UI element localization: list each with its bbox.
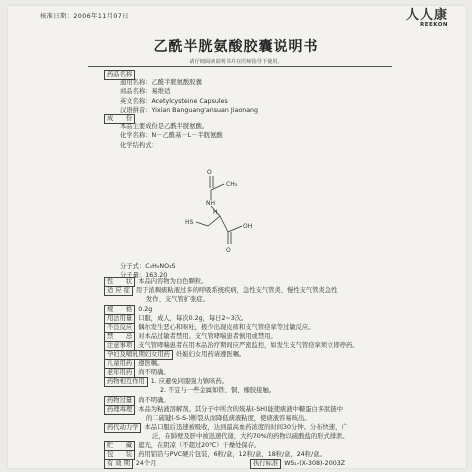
section-label: 药代动力学 xyxy=(104,423,141,433)
children-text: 遵医嘱。 xyxy=(138,360,164,367)
section-label: 性 状 xyxy=(104,277,135,287)
standard-text: WS₁-(X-308)-2003Z xyxy=(284,460,346,467)
generic-name: 通用名称：乙酰半胱氨酸胶囊 xyxy=(120,79,202,86)
section-label: 药物相互作用 xyxy=(104,377,148,387)
section-label: 用法用量 xyxy=(104,314,135,324)
package-text: 药用铝箔与PVC硬片包装，6粒/盒，12粒/盒，18粒/盒，24粒/盒。 xyxy=(138,451,326,458)
brand-logo xyxy=(406,4,448,28)
pharmacokinetics-text-2: 泛，在肺壁及肝中被迅速代谢，大约70%的药物以硫酸盐的形式排泄。 xyxy=(152,433,349,440)
storage-text: 遮光，在阴凉（不超过20℃）干燥处保存。 xyxy=(138,442,261,449)
properties-text: 本品内容物为白色颗粒。 xyxy=(138,278,208,285)
molecular-formula: 分子式：C₅H₉NO₃S xyxy=(120,263,176,270)
structure-label: 化学结构式： xyxy=(120,141,158,149)
ingredients-block xyxy=(120,122,223,150)
section-label: 药物过量 xyxy=(104,396,135,406)
section-label: 孕妇及哺乳期妇女用药 xyxy=(104,350,173,360)
svg-text:O: O xyxy=(207,169,212,176)
adverse-text: 偶尔发生恶心和呕吐，极少出现皮疹和支气管痉挛等过敏反应。 xyxy=(138,324,315,331)
section-label: 禁 忌 xyxy=(104,332,135,342)
section-validity xyxy=(104,459,157,469)
section-label: 药品名称 xyxy=(104,70,135,80)
brand-name-en: REEKON xyxy=(419,22,448,28)
elderly-text: 尚不明确。 xyxy=(138,369,170,376)
section-label: 儿童用药 xyxy=(104,359,135,369)
overdose-text: 尚不明确。 xyxy=(138,397,170,404)
chemical-structure-diagram xyxy=(180,164,270,256)
interactions-text-2: 2. 不宜与一些金属如铁、铜、橡胶接触。 xyxy=(160,387,276,394)
chemical-name: 化学名称：N－乙酰基－L－半胱氨酸 xyxy=(120,132,223,140)
structure-svg xyxy=(180,164,270,256)
dosage-text: 口服，成人，每次0.2g，每日2~3次。 xyxy=(138,315,248,322)
section-standard xyxy=(250,459,345,469)
main-ingredient: 本品主要成份是乙酰半胱氨酸。 xyxy=(120,123,209,130)
section-indications xyxy=(104,286,337,296)
section-label: 包 装 xyxy=(104,450,135,460)
pharmacokinetics-text-1: 本品口服后迅速被吸收，达到最高血药浓度的时间30分钟。分布快速，广 xyxy=(144,424,348,431)
section-label: 执行标准 xyxy=(250,459,281,469)
revision-date: 核准日期：2006年11月07日 xyxy=(40,13,129,20)
pharmacology-text-2: 的二硫键(-S-S-)断裂从而降低痰液粘度，使痰液容易咳出。 xyxy=(146,415,311,422)
english-name: 英文名称：Acetylcysteine Capsules xyxy=(120,97,228,105)
section-label: 老年用药 xyxy=(104,368,135,378)
spec-text: 0.2g xyxy=(138,306,153,313)
document-subtitle: 请仔细阅读说明书并在医师指导下使用。 xyxy=(189,59,283,65)
section-label: 注意事项 xyxy=(104,341,135,351)
svg-text:NH: NH xyxy=(206,200,215,207)
indications-text-2: 发作、支气管扩张症。 xyxy=(146,296,209,303)
section-label: 有 效 期 xyxy=(104,459,133,469)
section-label: 不良反应 xyxy=(104,323,135,333)
pharmacology-text-1: 本品为粘液溶解剂。其分子中所含的巯基(-SH)能使痰液中糖蛋白多肽链中 xyxy=(138,406,344,413)
section-label: 贮 藏 xyxy=(104,441,135,451)
validity-text: 24个月 xyxy=(135,460,157,467)
document-title: 乙酰半胱氨酸胶囊说明书 xyxy=(153,39,319,55)
title-rule xyxy=(88,66,392,67)
indications-text-1: 用于浓稠痰粘液过多的呼吸系统疾病，急性支气管炎、慢性支气管炎急性 xyxy=(135,287,338,294)
precautions-text: 支气管哮喘患者在用本品治疗期间应严密监控，如发生支气管痉挛须立即停药。 xyxy=(138,342,359,349)
drug-name-block xyxy=(120,78,258,116)
svg-text:OH: OH xyxy=(243,223,253,230)
pregnancy-text: 妊娠妇女用药请遵医嘱。 xyxy=(175,351,246,358)
brand-name: 人人康 xyxy=(405,8,448,23)
contra-text: 对本品过敏者禁用。支气管哮喘患者慎用或禁用。 xyxy=(138,333,277,340)
svg-text:O: O xyxy=(226,247,231,254)
section-label: 规 格 xyxy=(104,305,135,315)
molecular-weight: 分子量：163.20 xyxy=(120,272,168,280)
trade-name: 商品名称：易维适 xyxy=(120,88,171,96)
pinyin-name: 汉语拼音：Yixian Banguang'ansuan Jiaonang xyxy=(120,107,259,115)
interactions-text-1: 1. 应避免同服强力镇咳药。 xyxy=(150,378,229,385)
svg-text:HS: HS xyxy=(185,219,194,226)
section-label: 成 份 xyxy=(104,114,135,124)
svg-text:H: H xyxy=(213,209,218,216)
svg-text:CH₃: CH₃ xyxy=(226,181,238,188)
section-label: 适 应 症 xyxy=(104,286,133,296)
section-label: 药理毒理 xyxy=(104,405,135,415)
